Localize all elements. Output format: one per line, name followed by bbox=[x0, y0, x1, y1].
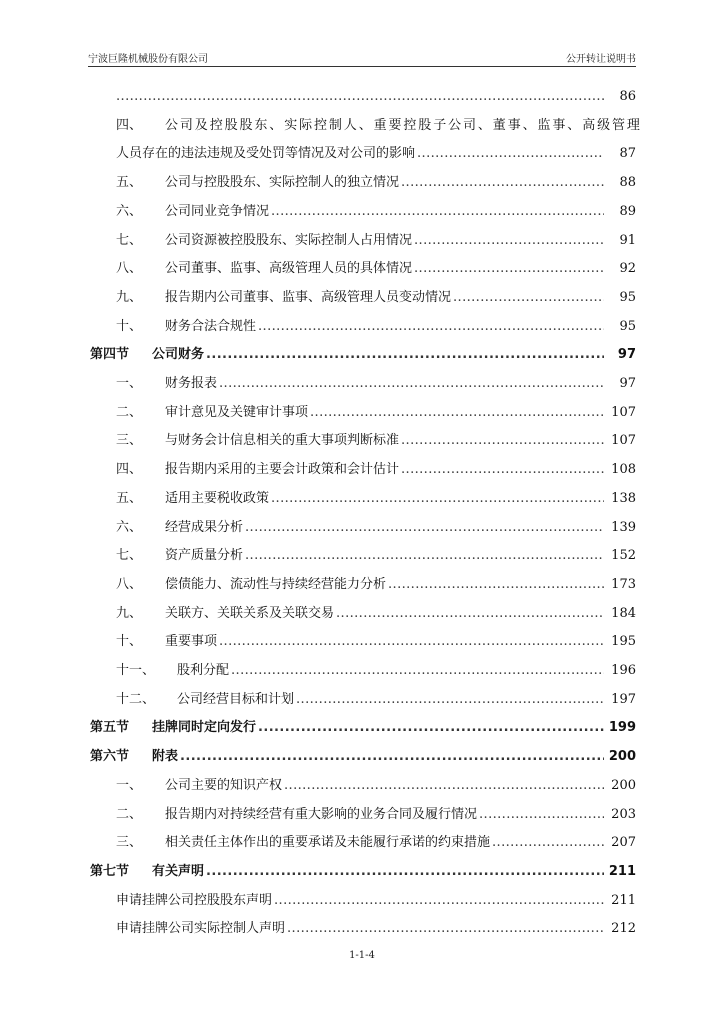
toc-entry-number: 六、 bbox=[116, 519, 143, 535]
toc-entry-row[interactable] bbox=[0, 315, 724, 339]
toc-entry-row[interactable] bbox=[0, 257, 724, 281]
toc-page-number: 212 bbox=[611, 921, 636, 937]
toc-entry-title: 挂牌同时定向发行 bbox=[152, 720, 257, 736]
toc-entry-number: 十一、 bbox=[116, 663, 156, 678]
toc-dot-leader bbox=[258, 315, 604, 339]
toc-entry-number: 十、 bbox=[116, 318, 143, 334]
toc-page-number: 108 bbox=[611, 462, 636, 478]
toc-entry-title: 申请挂牌公司实际控制人声明 bbox=[116, 921, 286, 937]
toc-entry-title: 公司经营目标和计划 bbox=[177, 691, 295, 707]
toc-entry-number: 十二、 bbox=[116, 691, 156, 707]
toc-dot-leader bbox=[274, 889, 604, 913]
toc-dot-leader bbox=[258, 716, 604, 740]
toc-entry-title: 财务合法合规性 bbox=[165, 318, 257, 334]
toc-entry-row[interactable] bbox=[0, 516, 724, 540]
toc-dot-leader bbox=[271, 487, 604, 511]
toc-entry-number: 七、 bbox=[116, 232, 143, 248]
toc-dot-leader bbox=[231, 659, 604, 683]
toc-entry-title: 有关声明 bbox=[152, 863, 205, 879]
toc-page-number: 87 bbox=[619, 146, 636, 162]
toc-entry-number: 七、 bbox=[116, 548, 143, 564]
toc-dot-leader bbox=[453, 286, 604, 310]
toc-entry-row[interactable] bbox=[0, 544, 724, 568]
toc-page-number: 138 bbox=[611, 490, 636, 506]
toc-entry-title: 附表 bbox=[152, 749, 179, 765]
toc-entry-title: 公司同业竞争情况 bbox=[165, 203, 270, 219]
toc-page-number: 196 bbox=[611, 663, 636, 678]
toc-section-row[interactable] bbox=[0, 860, 724, 884]
toc-dot-leader bbox=[492, 831, 604, 855]
toc-entry-title: 公司及控股股东、实际控制人、重要控股子公司、董事、监事、高级管理 bbox=[165, 117, 642, 133]
toc-entry-title: 公司资源被控股股东、实际控制人占用情况 bbox=[165, 232, 413, 248]
toc-entry-row[interactable] bbox=[0, 917, 724, 941]
toc-entry-row[interactable] bbox=[0, 458, 724, 482]
toc-entry-row[interactable] bbox=[0, 630, 724, 654]
toc-page-number: 173 bbox=[611, 576, 636, 592]
toc-entry-row[interactable] bbox=[0, 142, 724, 166]
toc-entry-title: 偿债能力、流动性与持续经营能力分析 bbox=[165, 576, 387, 592]
toc-dot-leader bbox=[310, 401, 604, 425]
toc-page-number: 199 bbox=[608, 720, 636, 736]
toc-entry-row[interactable] bbox=[0, 573, 724, 597]
toc-entry-number: 五、 bbox=[116, 490, 143, 506]
toc-entry-number: 一、 bbox=[116, 777, 143, 793]
toc-entry-row[interactable] bbox=[0, 774, 724, 798]
page-header bbox=[88, 50, 636, 66]
toc-entry-row[interactable] bbox=[0, 602, 724, 626]
toc-entry-row[interactable] bbox=[0, 229, 724, 253]
page-footer bbox=[0, 950, 724, 961]
toc-dot-leader bbox=[206, 860, 604, 884]
toc-page-number: 97 bbox=[617, 347, 636, 363]
toc-dot-leader bbox=[414, 257, 604, 281]
toc-entry-row[interactable] bbox=[0, 429, 724, 453]
toc-dot-leader bbox=[180, 745, 604, 769]
toc-entry-number: 四、 bbox=[116, 462, 143, 478]
toc-entry-row[interactable] bbox=[0, 85, 724, 109]
toc-entry-number: 二、 bbox=[116, 404, 143, 420]
toc-dot-leader bbox=[271, 200, 604, 224]
page-number: 1-1-4 bbox=[349, 950, 375, 961]
toc-page-number: 95 bbox=[619, 318, 636, 334]
toc-entry-title: 与财务会计信息相关的重大事项判断标准 bbox=[165, 433, 400, 449]
toc-entry-title: 股利分配 bbox=[177, 663, 230, 678]
toc-entry-title: 报告期内公司董事、监事、高级管理人员变动情况 bbox=[165, 289, 452, 305]
toc-page-number: 107 bbox=[611, 404, 636, 420]
toc-entry-number: 三、 bbox=[116, 835, 143, 851]
toc-dot-leader bbox=[206, 343, 604, 367]
toc-entry-title: 适用主要税收政策 bbox=[165, 490, 270, 506]
toc-page-number: 97 bbox=[619, 376, 636, 391]
header-divider bbox=[88, 66, 636, 67]
toc-entry-row[interactable] bbox=[0, 803, 724, 827]
toc-page-number: 200 bbox=[608, 749, 636, 765]
toc-entry-title: 审计意见及关键审计事项 bbox=[165, 404, 309, 420]
toc-entry-number: 第五节 bbox=[90, 720, 130, 736]
toc-page-number: 200 bbox=[611, 777, 636, 793]
toc-page-number: 89 bbox=[619, 203, 636, 219]
toc-dot-leader bbox=[219, 372, 604, 396]
toc-page-number: 152 bbox=[611, 548, 636, 564]
toc-entry-number: 四、 bbox=[116, 117, 143, 133]
toc-entry-number: 一、 bbox=[116, 376, 143, 391]
toc-page-number: 86 bbox=[619, 89, 636, 104]
toc-page-number: 107 bbox=[611, 433, 636, 449]
toc-entry-row[interactable] bbox=[0, 286, 724, 310]
header-document-title: 公开转让说明书 bbox=[566, 54, 636, 65]
toc-entry-title: 公司董事、监事、高级管理人员的具体情况 bbox=[165, 261, 413, 277]
toc-entry-title: 资产质量分析 bbox=[165, 548, 244, 564]
toc-dot-leader bbox=[116, 85, 604, 109]
toc-entry-row[interactable] bbox=[0, 889, 724, 913]
toc-entry-row[interactable] bbox=[0, 831, 724, 855]
toc-entry-number: 八、 bbox=[116, 576, 143, 592]
toc-entry-row[interactable] bbox=[0, 372, 724, 396]
toc-page-number: 207 bbox=[611, 835, 636, 851]
toc-entry-row[interactable] bbox=[0, 171, 724, 195]
toc-entry-number: 三、 bbox=[116, 433, 143, 449]
toc-dot-leader bbox=[401, 429, 604, 453]
toc-page-number: 203 bbox=[611, 806, 636, 822]
toc-page-number: 92 bbox=[619, 261, 636, 277]
toc-entry-number: 二、 bbox=[116, 806, 143, 822]
toc-dot-leader bbox=[219, 630, 604, 654]
toc-entry-row[interactable] bbox=[0, 659, 724, 683]
toc-page-number: 139 bbox=[611, 519, 636, 535]
toc-dot-leader bbox=[336, 602, 604, 626]
toc-entry-number: 六、 bbox=[116, 203, 143, 219]
toc-entry-title: 报告期内采用的主要会计政策和会计估计 bbox=[165, 462, 400, 478]
toc-dot-leader bbox=[414, 229, 604, 253]
toc-entry-title: 相关责任主体作出的重要承诺及未能履行承诺的约束措施 bbox=[165, 835, 491, 851]
toc-page-number: 184 bbox=[611, 605, 636, 621]
toc-dot-leader bbox=[284, 774, 604, 798]
toc-entry-number: 九、 bbox=[116, 605, 143, 621]
toc-entry-title: 公司主要的知识产权 bbox=[165, 777, 283, 793]
toc-dot-leader bbox=[245, 516, 604, 540]
toc-entry-number: 第七节 bbox=[90, 863, 130, 879]
toc-dot-leader bbox=[479, 803, 604, 827]
toc-entry-row[interactable] bbox=[0, 114, 724, 138]
toc-page-number: 211 bbox=[608, 863, 636, 879]
toc-dot-leader bbox=[401, 171, 604, 195]
toc-page-number: 211 bbox=[611, 892, 636, 908]
toc-entry-title: 财务报表 bbox=[165, 376, 218, 391]
toc-entry-title: 关联方、关联关系及关联交易 bbox=[165, 605, 335, 621]
toc-dot-leader bbox=[287, 917, 604, 941]
toc-page-number: 88 bbox=[619, 175, 636, 191]
toc-entry-title: 公司财务 bbox=[152, 347, 205, 363]
toc-entry-number: 十、 bbox=[116, 634, 143, 650]
toc-entry-title: 重要事项 bbox=[165, 634, 218, 650]
toc-dot-leader bbox=[388, 573, 604, 597]
toc-section-row[interactable] bbox=[0, 716, 724, 740]
toc-entry-title: 人员存在的违法违规及受处罚等情况及对公司的影响 bbox=[116, 146, 416, 162]
toc-entry-title: 公司与控股股东、实际控制人的独立情况 bbox=[165, 175, 400, 191]
toc-dot-leader bbox=[245, 544, 604, 568]
toc-entry-row[interactable] bbox=[0, 200, 724, 224]
toc-page-number: 91 bbox=[619, 232, 636, 248]
toc-section-row[interactable] bbox=[0, 745, 724, 769]
toc-entry-number: 八、 bbox=[116, 261, 143, 277]
toc-entry-row[interactable] bbox=[0, 487, 724, 511]
toc-entry-row[interactable] bbox=[0, 688, 724, 712]
toc-page-number: 197 bbox=[611, 691, 636, 707]
header-company-name: 宁波巨隆机械股份有限公司 bbox=[88, 54, 208, 65]
toc-entry-title: 报告期内对持续经营有重大影响的业务合同及履行情况 bbox=[165, 806, 478, 822]
toc-dot-leader bbox=[296, 688, 604, 712]
toc-entry-number: 第四节 bbox=[90, 347, 130, 363]
toc-entry-number: 九、 bbox=[116, 289, 143, 305]
toc-page-number: 195 bbox=[611, 634, 636, 650]
toc-dot-leader bbox=[417, 142, 604, 166]
toc-dot-leader bbox=[401, 458, 604, 482]
toc-page-number: 95 bbox=[619, 289, 636, 305]
toc-entry-title: 申请挂牌公司控股股东声明 bbox=[116, 892, 273, 908]
toc-entry-row[interactable] bbox=[0, 401, 724, 425]
toc-section-row[interactable] bbox=[0, 343, 724, 367]
toc-entry-number: 五、 bbox=[116, 175, 143, 191]
toc-entry-number: 第六节 bbox=[90, 749, 130, 765]
toc-entry-title: 经营成果分析 bbox=[165, 519, 244, 535]
